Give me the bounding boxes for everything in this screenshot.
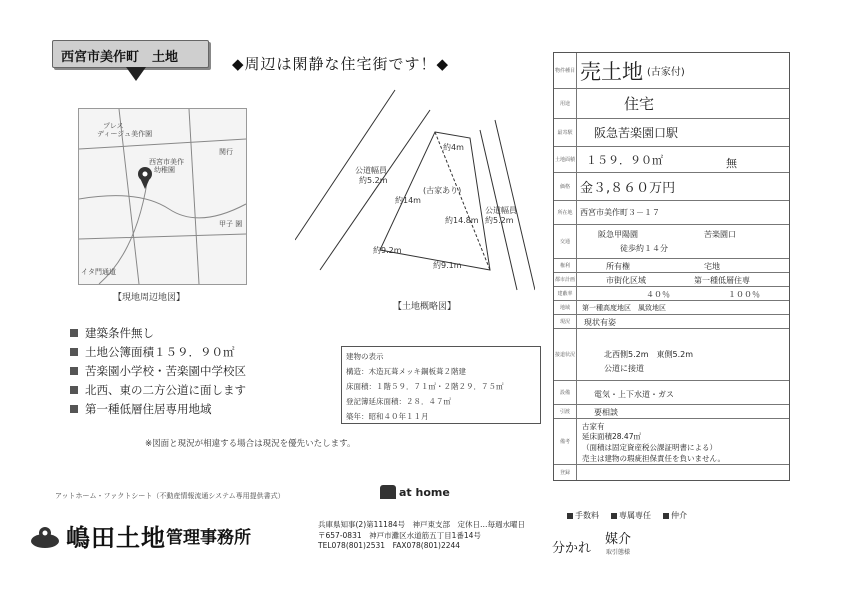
- sketch-label: 約14.8m: [445, 216, 479, 225]
- road-access: 北西側5.2m 東側5.2m: [604, 350, 694, 359]
- remark-line: 売主は建物の瑕疵担保責任を負いません。: [582, 454, 725, 463]
- line-name: 阪急甲陽園: [598, 230, 638, 239]
- price: 金３,８６０万円: [580, 181, 676, 196]
- zone: 第一種高度地区 風致地区: [582, 304, 666, 312]
- address-line: TEL078(801)2531 FAX078(801)2244: [318, 541, 461, 550]
- line-station: 苦楽園口: [704, 230, 736, 239]
- brokerage: 媒介: [605, 532, 632, 547]
- building-row: 床面積：１階５９．７１㎡・２階２９．７５㎡: [346, 382, 504, 391]
- building-coverage: ４０％: [646, 290, 670, 299]
- transaction-type-label: 取引態様: [606, 549, 631, 556]
- panel-row-station: 最寄駅 阪急苦楽園口駅: [554, 119, 789, 147]
- property-panel: [553, 52, 790, 481]
- panel-row-utilities: 設備 電気・上下水道・ガス: [554, 381, 789, 405]
- map-label: 幼稚園: [154, 166, 175, 174]
- property-title-box: [52, 40, 209, 68]
- utilities: 電気・上下水道・ガス: [594, 390, 674, 399]
- sketch-label: 約9.1m: [433, 261, 462, 270]
- headline: ◆周辺は閑静な住宅街です！◆: [232, 55, 450, 73]
- floor-area-ratio: １００％: [728, 290, 760, 299]
- location: 西宮市美作町３－１７: [580, 208, 660, 217]
- panel-row-remarks: 備考 古家有 延床面積28.47㎡ （面積は固定資産税公課証明書による） 売主は建物の瑕疵担保責任を負いません。: [554, 419, 789, 465]
- property-title: 西宮市美作町 土地: [61, 50, 179, 65]
- fee-split: 分かれ: [552, 541, 592, 556]
- conditions-list: [70, 323, 246, 418]
- sketch-label: (古家あり): [423, 186, 462, 195]
- deal-option: [567, 510, 599, 521]
- panel-row-rights: 権利 所有権 宅地: [554, 259, 789, 273]
- deal-options: [567, 510, 687, 521]
- sketch-label: 約5.2m: [359, 176, 388, 185]
- house-icon: [380, 485, 396, 499]
- disclaimer-note: ※図面と現況が相違する場合は現況を優先いたします。: [145, 439, 356, 449]
- company-name-sub: 管理事務所: [166, 528, 251, 548]
- remark-line: 延床面積28.47㎡: [582, 432, 641, 441]
- panel-row-area: 土地面積 １５９．９０㎡ 無: [554, 147, 789, 173]
- panel-row-planning: 都市計画 市街化区域 第一種低層住専: [554, 273, 789, 287]
- company-logo: [30, 518, 251, 553]
- sketch-label: 約9.2m: [373, 246, 402, 255]
- panel-row-use: 用途 住宅: [554, 89, 789, 119]
- deal-option-label: 仲介: [671, 511, 687, 520]
- status: 現状有姿: [584, 318, 616, 327]
- use-zone: 第一種低層住専: [694, 276, 750, 285]
- panel-row-access: 交通 阪急甲陽園 苦楽園口 徒歩約１４分: [554, 225, 789, 259]
- road-access-note: 公道に接道: [604, 364, 644, 373]
- property-type: 売土地: [580, 59, 643, 84]
- sketch-label: 約14m: [395, 196, 421, 205]
- remark-line: （面積は固定資産税公課証明書による）: [582, 443, 717, 452]
- map-label: ディージュ美作園: [97, 130, 153, 138]
- property-type-note: (古家付): [647, 67, 685, 78]
- property-use: 住宅: [624, 95, 655, 113]
- system-note: アットホーム・ファクトシート（不動産情報流通システム専用提供書式）: [55, 492, 285, 500]
- transaction-type: [552, 528, 631, 556]
- sketch-label: 約5.2m: [485, 216, 514, 225]
- panel-row-footer: 登録: [554, 465, 789, 480]
- building-row: 構造：木造瓦葺メッキ鋼板葺２階建: [346, 367, 466, 376]
- arrow-down-icon: [126, 67, 146, 81]
- city-plan: 市街化区域: [606, 276, 646, 285]
- company-address: [318, 520, 525, 552]
- deal-option: [663, 510, 687, 521]
- panel-row-ratio: 建蔽率 ４０％ １００％: [554, 287, 789, 301]
- sketch-drawing: [295, 80, 535, 300]
- condition-text: 北西、東の二方公道に面します: [85, 382, 246, 397]
- map-label: プレス: [103, 122, 124, 130]
- panel-row-location: 所在地 西宮市美作町３－１７: [554, 201, 789, 225]
- walk-time: 徒歩約１４分: [620, 244, 668, 253]
- land-category: 宅地: [704, 262, 720, 271]
- panel-row-road: 接道状況 北西側5.2m 東側5.2m 公道に接道: [554, 329, 789, 381]
- condition-text: 苦楽園小学校・苦楽園中学校区: [85, 363, 246, 378]
- building-row: 築年：昭和４０年１１月: [346, 412, 429, 421]
- land-area: １５９．９０㎡: [586, 153, 663, 167]
- remark-line: 古家有: [582, 422, 605, 431]
- panel-row-delivery: 引渡 要相談: [554, 405, 789, 419]
- sketch-label: 公道幅員: [355, 166, 387, 175]
- condition-text: 第一種低層住居専用地域: [85, 401, 212, 416]
- company-name: 嶋田土地: [66, 524, 166, 552]
- panel-row-status: 現況 現状有姿: [554, 315, 789, 329]
- sketch-label: 約4m: [443, 143, 464, 152]
- map-label: 西宮市美作: [149, 158, 184, 166]
- company-emblem-icon: [30, 523, 60, 549]
- nearest-station: 阪急苦楽園口駅: [594, 126, 679, 140]
- address-line: 〒657-0831 神戸市灘区水道筋五丁目1番14号: [318, 530, 481, 540]
- map-label: 甲子 園: [219, 220, 243, 228]
- list-item: [70, 342, 246, 361]
- athome-logo: [380, 485, 450, 499]
- land-sketch: [295, 80, 535, 300]
- sketch-caption: 【土地概略図】: [393, 302, 457, 312]
- building-row: 登記簿延床面積：２８．４７㎡: [346, 397, 451, 406]
- list-item: [70, 380, 246, 399]
- sketch-label: 公道幅員: [485, 206, 517, 215]
- list-item: [70, 323, 246, 342]
- map-caption: 【現地周辺地図】: [113, 293, 186, 303]
- land-rights: 所有権: [606, 262, 630, 271]
- panel-row-price: 価格 金３,８６０万円: [554, 173, 789, 201]
- panel-row-zone: 地域 第一種高度地区 風致地区: [554, 301, 789, 315]
- list-item: [70, 361, 246, 380]
- athome-text: at home: [399, 485, 450, 499]
- condition-text: 建築条件無し: [85, 325, 154, 340]
- building-info: [341, 346, 541, 424]
- condition-text: 土地公簿面積１５９．９０㎡: [85, 344, 235, 359]
- building-title: 建物の表示: [346, 352, 384, 361]
- area-map: [78, 108, 247, 285]
- panel-row-type: 物件種目 売土地 (古家付): [554, 53, 789, 89]
- list-item: [70, 399, 246, 418]
- deal-option: [611, 510, 651, 521]
- map-label: イタ門通道: [81, 268, 116, 276]
- address-line: 兵庫県知事(2)第11184号 神戸東支部 定休日…毎週水曜日: [318, 520, 525, 529]
- delivery: 要相談: [594, 408, 618, 417]
- deal-option-label: 専属専任: [619, 511, 651, 520]
- deal-option-label: 手数料: [575, 511, 599, 520]
- other-area: 無: [726, 157, 737, 170]
- map-label: 関行: [219, 148, 233, 156]
